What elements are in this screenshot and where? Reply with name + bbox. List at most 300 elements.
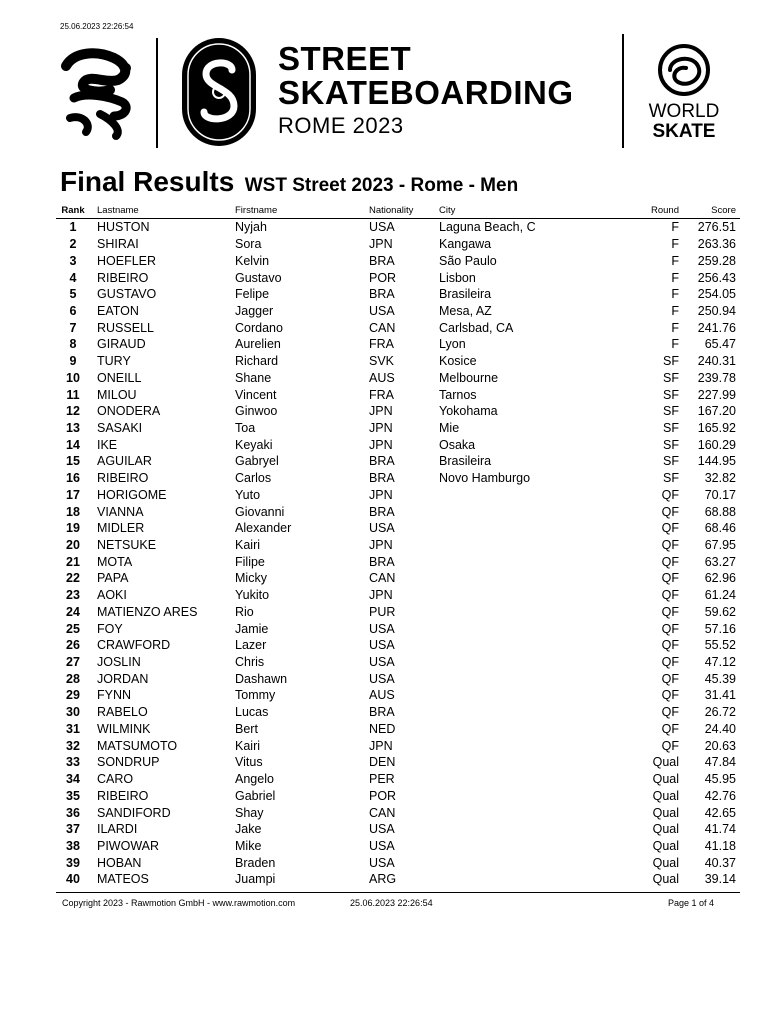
cell-lastname: SONDRUP: [97, 755, 160, 770]
cell-lastname: MATIENZO ARES: [97, 604, 198, 619]
cell-city: Brasileira: [439, 287, 492, 302]
cell-firstname: Mike: [235, 838, 262, 853]
cell-round: QF: [661, 571, 679, 586]
cell-rank: 26: [66, 638, 80, 653]
cell-lastname: PIWOWAR: [97, 838, 160, 853]
cell-nationality: AUS: [369, 370, 395, 385]
cell-rank: 36: [66, 805, 80, 820]
cell-rank: 9: [69, 354, 77, 369]
cell-firstname: Gustavo: [235, 270, 282, 285]
cell-nationality: NED: [369, 721, 396, 736]
cell-nationality: FRA: [369, 337, 394, 352]
cell-score: 259.28: [697, 253, 736, 268]
cell-firstname: Chris: [235, 655, 265, 670]
cell-score: 47.84: [704, 755, 736, 770]
cell-round: Qual: [652, 755, 679, 770]
cell-firstname: Gabriel: [235, 788, 276, 803]
cell-lastname: MATSUMOTO: [97, 738, 178, 753]
cell-nationality: CAN: [369, 805, 396, 820]
cell-rank: 20: [66, 538, 80, 553]
cell-firstname: Filipe: [235, 554, 265, 569]
cell-lastname: RIBEIRO: [97, 270, 149, 285]
cell-lastname: FYNN: [97, 688, 132, 703]
cell-rank: 35: [66, 788, 80, 803]
event-title-line2: SKATEBOARDING: [278, 74, 574, 111]
cell-city: Laguna Beach, C: [439, 220, 536, 235]
cell-rank: 4: [69, 270, 77, 285]
cell-round: QF: [661, 738, 679, 753]
cell-firstname: Angelo: [235, 772, 274, 787]
cell-city: [439, 854, 639, 871]
cell-rank: 25: [66, 621, 80, 636]
cell-firstname: Shay: [235, 805, 264, 820]
cell-city: Mesa, AZ: [439, 303, 492, 318]
cell-round: QF: [661, 655, 679, 670]
cell-rank: 10: [66, 370, 80, 385]
cell-round: Qual: [652, 822, 679, 837]
cell-score: 42.76: [704, 788, 736, 803]
cell-round: QF: [661, 638, 679, 653]
cell-lastname: MOTA: [97, 554, 133, 569]
col-header-city: City: [439, 202, 639, 219]
cell-nationality: FRA: [369, 387, 394, 402]
header-divider-right: [622, 34, 624, 148]
cell-city: Lisbon: [439, 270, 476, 285]
table-row: [56, 754, 740, 771]
cell-city: Tarnos: [439, 387, 477, 402]
cell-firstname: Richard: [235, 354, 279, 369]
cell-score: 62.96: [704, 571, 736, 586]
table-row: [56, 436, 740, 453]
cell-round: Qual: [652, 805, 679, 820]
cell-city: Carlsbad, CA: [439, 320, 514, 335]
cell-lastname: SASAKI: [97, 420, 143, 435]
cell-city: [439, 487, 639, 504]
cell-round: F: [671, 237, 679, 252]
cell-city: [439, 670, 639, 687]
cell-round: QF: [661, 588, 679, 603]
cell-nationality: DEN: [369, 755, 396, 770]
cell-lastname: MATEOS: [97, 872, 149, 887]
cell-city: São Paulo: [439, 253, 497, 268]
cell-rank: 37: [66, 822, 80, 837]
cell-lastname: MILOU: [97, 387, 137, 402]
cell-nationality: SVK: [369, 354, 395, 369]
cell-rank: 30: [66, 705, 80, 720]
cell-score: 167.20: [697, 404, 736, 419]
cell-nationality: JPN: [369, 404, 393, 419]
cell-lastname: VIANNA: [97, 504, 144, 519]
cell-score: 68.46: [704, 521, 736, 536]
table-row: [56, 604, 740, 621]
cell-rank: 31: [66, 721, 80, 736]
cell-lastname: RABELO: [97, 705, 148, 720]
table-row: [56, 386, 740, 403]
table-row: [56, 771, 740, 788]
cell-nationality: CAN: [369, 571, 396, 586]
cell-rank: 6: [69, 303, 77, 318]
cell-round: SF: [663, 370, 679, 385]
cell-score: 68.88: [704, 504, 736, 519]
cell-city: Kosice: [439, 354, 477, 369]
cell-city: [439, 570, 639, 587]
cell-city: Mie: [439, 420, 460, 435]
table-row: [56, 620, 740, 637]
cell-nationality: JPN: [369, 738, 393, 753]
cell-nationality: AUS: [369, 688, 395, 703]
cell-round: F: [671, 337, 679, 352]
cell-nationality: PUR: [369, 604, 396, 619]
cell-firstname: Alexander: [235, 521, 292, 536]
cell-score: 26.72: [704, 705, 736, 720]
results-body: [56, 219, 740, 888]
table-row: [56, 369, 740, 386]
cell-firstname: Jamie: [235, 621, 269, 636]
cell-round: Qual: [652, 788, 679, 803]
cell-score: 59.62: [704, 604, 736, 619]
cell-city: [439, 587, 639, 604]
cell-lastname: AOKI: [97, 588, 127, 603]
cell-firstname: Aurelien: [235, 337, 281, 352]
cell-rank: 32: [66, 738, 80, 753]
cell-rank: 5: [69, 287, 77, 302]
table-row: [56, 286, 740, 303]
cell-firstname: Juampi: [235, 872, 276, 887]
cell-score: 32.82: [704, 471, 736, 486]
cell-firstname: Kairi: [235, 738, 261, 753]
cell-nationality: USA: [369, 220, 395, 235]
table-row: [56, 654, 740, 671]
cell-rank: 3: [69, 253, 77, 268]
print-timestamp: 25.06.2023 22:26:54: [60, 22, 134, 31]
cell-firstname: Braden: [235, 855, 276, 870]
results-title: [60, 166, 518, 198]
table-row: [56, 420, 740, 437]
cell-nationality: JPN: [369, 237, 393, 252]
cell-city: Kangawa: [439, 237, 492, 252]
cell-lastname: JORDAN: [97, 671, 149, 686]
cell-nationality: BRA: [369, 504, 395, 519]
table-row: [56, 319, 740, 336]
cell-nationality: JPN: [369, 437, 393, 452]
cell-score: 241.76: [697, 320, 736, 335]
cell-city: [439, 737, 639, 754]
cell-rank: 27: [66, 655, 80, 670]
cell-city: [439, 838, 639, 855]
table-row: [56, 737, 740, 754]
cell-score: 254.05: [697, 287, 736, 302]
cell-nationality: USA: [369, 671, 395, 686]
cell-firstname: Vitus: [235, 755, 263, 770]
table-row: [56, 787, 740, 804]
cell-score: 40.37: [704, 855, 736, 870]
cell-city: Yokohama: [439, 404, 498, 419]
cell-score: 240.31: [697, 354, 736, 369]
cell-rank: 14: [66, 437, 80, 452]
cell-lastname: CARO: [97, 772, 134, 787]
cell-round: QF: [661, 705, 679, 720]
cell-nationality: CAN: [369, 320, 396, 335]
table-row: [56, 403, 740, 420]
cell-rank: 28: [66, 671, 80, 686]
world-skate-logo: [642, 42, 726, 152]
cell-lastname: IKE: [97, 437, 118, 452]
cell-score: 276.51: [697, 220, 736, 235]
cell-city: [439, 754, 639, 771]
cell-rank: 21: [66, 554, 80, 569]
cell-lastname: GUSTAVO: [97, 287, 157, 302]
cell-lastname: HORIGOME: [97, 487, 167, 502]
cell-city: Brasileira: [439, 454, 492, 469]
table-row: [56, 637, 740, 654]
cell-rank: 24: [66, 604, 80, 619]
cell-firstname: Gabryel: [235, 454, 279, 469]
cell-firstname: Sora: [235, 237, 262, 252]
table-row: [56, 503, 740, 520]
event-title: [278, 42, 574, 110]
page-subtitle: WST Street 2023 - Rome - Men: [244, 175, 519, 196]
cell-score: 63.27: [704, 554, 736, 569]
cell-rank: 39: [66, 855, 80, 870]
table-row: [56, 721, 740, 738]
cell-firstname: Dashawn: [235, 671, 288, 686]
cell-lastname: SHIRAI: [97, 237, 139, 252]
cell-lastname: HOEFLER: [97, 253, 157, 268]
cell-round: QF: [661, 554, 679, 569]
cell-rank: 11: [66, 387, 80, 402]
cell-round: Qual: [652, 872, 679, 887]
cell-nationality: BRA: [369, 287, 395, 302]
cell-lastname: HOBAN: [97, 855, 142, 870]
cell-score: 41.74: [704, 822, 736, 837]
cell-nationality: USA: [369, 822, 395, 837]
footer-divider: [56, 892, 740, 893]
cell-rank: 12: [66, 404, 80, 419]
cell-firstname: Toa: [235, 420, 256, 435]
cell-round: F: [671, 220, 679, 235]
cell-round: QF: [661, 521, 679, 536]
cell-lastname: NETSUKE: [97, 538, 157, 553]
cell-lastname: PAPA: [97, 571, 129, 586]
cell-firstname: Rio: [235, 604, 254, 619]
cell-firstname: Giovanni: [235, 504, 285, 519]
table-row: [56, 336, 740, 353]
table-row: [56, 236, 740, 253]
cell-rank: 17: [66, 487, 80, 502]
table-row: [56, 470, 740, 487]
event-subtitle: ROME 2023: [278, 113, 404, 138]
cell-score: 144.95: [697, 454, 736, 469]
results-table: [56, 202, 740, 888]
cell-round: QF: [661, 604, 679, 619]
table-row: [56, 570, 740, 587]
cell-firstname: Yukito: [235, 588, 270, 603]
cell-round: QF: [661, 504, 679, 519]
cell-city: [439, 654, 639, 671]
cell-city: [439, 553, 639, 570]
cell-firstname: Lucas: [235, 705, 269, 720]
event-title-line1: STREET: [278, 40, 412, 77]
cell-round: SF: [663, 471, 679, 486]
cell-lastname: RIBEIRO: [97, 788, 149, 803]
world-skate-word-skate: SKATE: [652, 121, 716, 142]
page-title: Final Results: [60, 166, 235, 197]
table-row: [56, 871, 740, 888]
cell-round: Qual: [652, 838, 679, 853]
cell-round: QF: [661, 621, 679, 636]
cell-city: [439, 721, 639, 738]
cell-nationality: USA: [369, 521, 395, 536]
cell-round: SF: [663, 454, 679, 469]
cell-rank: 38: [66, 838, 80, 853]
cell-nationality: BRA: [369, 471, 395, 486]
cell-city: Lyon: [439, 337, 466, 352]
cell-city: [439, 503, 639, 520]
cell-city: Osaka: [439, 437, 476, 452]
cell-rank: 22: [66, 571, 80, 586]
cell-firstname: Micky: [235, 571, 267, 586]
cell-nationality: PER: [369, 772, 395, 787]
table-row: [56, 219, 740, 236]
cell-rank: 19: [66, 521, 80, 536]
col-header-round: Round: [639, 202, 685, 219]
cell-lastname: CRAWFORD: [97, 638, 171, 653]
cell-rank: 7: [69, 320, 77, 335]
cell-nationality: BRA: [369, 253, 395, 268]
col-header-firstname: Firstname: [235, 202, 369, 219]
cell-score: 256.43: [697, 270, 736, 285]
table-row: [56, 353, 740, 370]
cell-lastname: SANDIFORD: [97, 805, 171, 820]
cell-round: Qual: [652, 772, 679, 787]
cell-round: QF: [661, 538, 679, 553]
cell-rank: 2: [69, 237, 77, 252]
col-header-lastname: Lastname: [90, 202, 235, 219]
table-header-row: [56, 202, 740, 219]
cell-score: 41.18: [704, 838, 736, 853]
cell-nationality: POR: [369, 270, 397, 285]
cell-city: [439, 637, 639, 654]
cell-score: 45.39: [704, 671, 736, 686]
cell-score: 65.47: [704, 337, 736, 352]
col-header-score: Score: [685, 202, 740, 219]
cell-lastname: RUSSELL: [97, 320, 154, 335]
cell-city: [439, 604, 639, 621]
cell-score: 165.92: [697, 420, 736, 435]
cell-firstname: Tommy: [235, 688, 276, 703]
cell-round: SF: [663, 437, 679, 452]
cell-lastname: MIDLER: [97, 521, 145, 536]
cell-nationality: USA: [369, 621, 395, 636]
cell-firstname: Yuto: [235, 487, 261, 502]
cell-round: SF: [663, 387, 679, 402]
cell-lastname: EATON: [97, 303, 139, 318]
footer-copyright: Copyright 2023 - Rawmotion GmbH - www.rawmotion.com: [62, 898, 296, 908]
cell-rank: 8: [69, 337, 77, 352]
cell-score: 20.63: [704, 738, 736, 753]
cell-lastname: AGUILAR: [97, 454, 152, 469]
cell-lastname: GIRAUD: [97, 337, 146, 352]
cell-nationality: BRA: [369, 454, 395, 469]
cell-score: 45.95: [704, 772, 736, 787]
table-row: [56, 804, 740, 821]
cell-lastname: JOSLIN: [97, 655, 141, 670]
cell-nationality: USA: [369, 655, 395, 670]
cell-city: Novo Hamburgo: [439, 471, 531, 486]
cell-firstname: Cordano: [235, 320, 283, 335]
table-row: [56, 487, 740, 504]
table-row: [56, 704, 740, 721]
cell-lastname: WILMINK: [97, 721, 151, 736]
cell-firstname: Kelvin: [235, 253, 270, 268]
col-header-nationality: Nationality: [369, 202, 439, 219]
cell-lastname: ONEILL: [97, 370, 142, 385]
world-skate-swirl-icon: [642, 42, 726, 98]
cell-firstname: Ginwoo: [235, 404, 278, 419]
cell-round: SF: [663, 404, 679, 419]
cell-round: QF: [661, 671, 679, 686]
table-row: [56, 854, 740, 871]
cell-score: 42.65: [704, 805, 736, 820]
cell-lastname: HUSTON: [97, 220, 150, 235]
cell-score: 160.29: [697, 437, 736, 452]
cell-round: SF: [663, 420, 679, 435]
cell-round: QF: [661, 487, 679, 502]
table-row: [56, 838, 740, 855]
cell-rank: 18: [66, 504, 80, 519]
table-row: [56, 553, 740, 570]
cell-score: 239.78: [697, 370, 736, 385]
seal-emblem-icon: [180, 36, 258, 148]
cell-lastname: ILARDI: [97, 822, 138, 837]
cell-round: Qual: [652, 855, 679, 870]
cell-firstname: Felipe: [235, 287, 270, 302]
cell-rank: 33: [66, 755, 80, 770]
cell-rank: 16: [66, 471, 80, 486]
world-skate-word-world: WORLD: [648, 101, 720, 122]
cell-round: F: [671, 320, 679, 335]
cell-firstname: Kairi: [235, 538, 261, 553]
cell-city: [439, 821, 639, 838]
table-row: [56, 537, 740, 554]
cell-score: 250.94: [697, 303, 736, 318]
cell-rank: 13: [66, 420, 80, 435]
cell-nationality: USA: [369, 638, 395, 653]
table-row: [56, 520, 740, 537]
cell-score: 55.52: [704, 638, 736, 653]
cell-round: SF: [663, 354, 679, 369]
cell-score: 47.12: [704, 655, 736, 670]
cell-firstname: Bert: [235, 721, 258, 736]
cell-score: 57.16: [704, 621, 736, 636]
cell-city: [439, 787, 639, 804]
cell-nationality: USA: [369, 855, 395, 870]
cell-rank: 40: [66, 872, 80, 887]
cell-score: 67.95: [704, 538, 736, 553]
cell-firstname: Nyjah: [235, 220, 267, 235]
cell-lastname: ONODERA: [97, 404, 161, 419]
footer-page-number: Page 1 of 4: [668, 898, 715, 908]
cell-rank: 1: [69, 220, 77, 235]
cell-round: F: [671, 287, 679, 302]
cell-round: F: [671, 270, 679, 285]
table-row: [56, 687, 740, 704]
header-divider-left: [156, 38, 158, 148]
cell-round: QF: [661, 721, 679, 736]
cell-round: F: [671, 253, 679, 268]
rome-event-logo: [56, 44, 140, 140]
cell-nationality: JPN: [369, 588, 393, 603]
